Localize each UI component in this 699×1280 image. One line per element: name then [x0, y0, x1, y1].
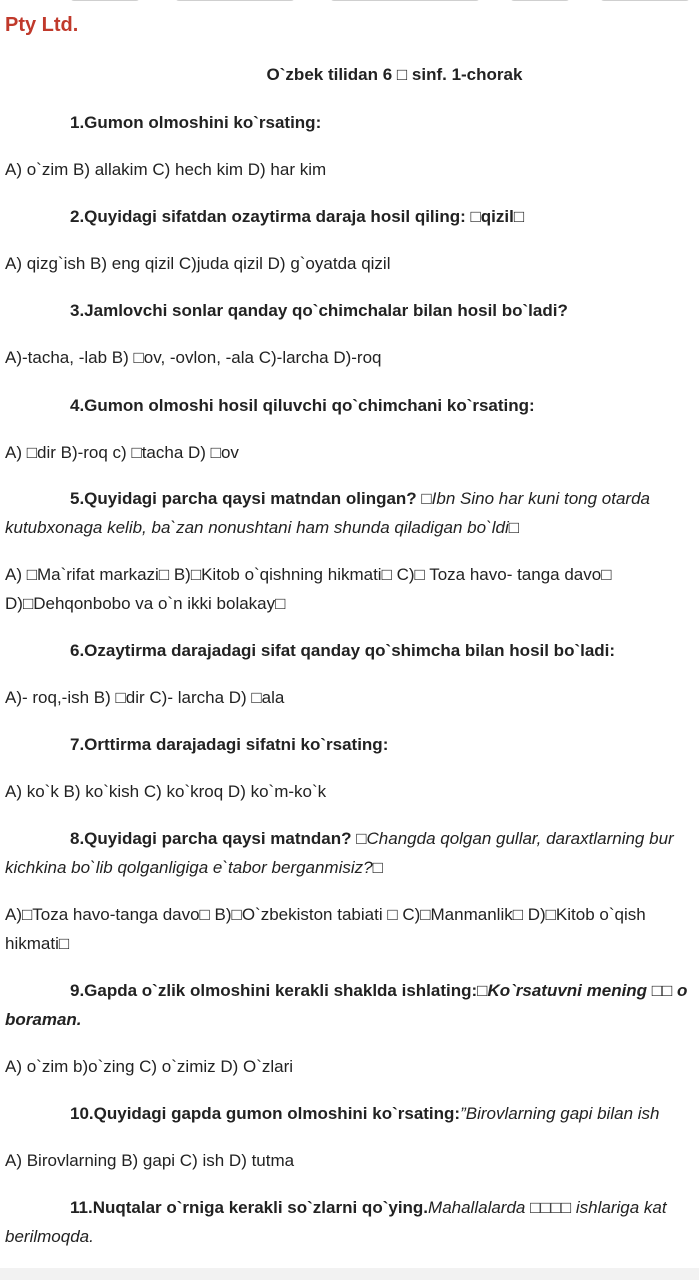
question-5: 5.Quyidagi parcha qaysi matndan olingan? □Ibn Sino har kuni tong otarda [70, 489, 650, 508]
question-9: 9.Gapda o`zlik olmoshini kerakli shaklda ishlating:□Ko`rsatuvni mening □□ o [70, 981, 688, 1000]
question-1-options: A) o`zim B) allakim C) hech kim D) har kim [5, 160, 327, 179]
question-6: 6.Ozaytirma darajadagi sifat qanday qo`shimcha bilan hosil bo`ladi: [70, 641, 616, 660]
question-1: 1.Gumon olmoshini ko`rsating: [70, 113, 322, 132]
question-8-options: A)□Toza havo-tanga davo□ B)□O`zbekiston tabiati □ C)□Manmanlik□ D)□Kitob o`qish [5, 905, 646, 924]
question-10-options: A) Birovlarning B) gapi C) ish D) tutma [5, 1151, 295, 1170]
question-5-quote-cont: kutubxonaga kelib, ba`zan nonushtani ham shunda qiladigan bo`ldi□ [5, 518, 520, 537]
question-4-options: A) □dir B)-roq c) □tacha D) □ov [5, 443, 239, 462]
company-name: Pty Ltd. [5, 14, 79, 36]
bottom-edge [0, 1268, 699, 1280]
question-8-quote-cont: kichkina bo`lib qolganligiga e`tabor berganmisiz?□ [5, 858, 383, 877]
question-11-quote-cont: berilmoqda. [5, 1227, 94, 1246]
question-3-options: A)-tacha, -lab B) □ov, -ovlon, -ala C)-larcha D)-roq [5, 348, 382, 367]
document-title: O`zbek tilidan 6 □ sinf. 1-chorak [266, 65, 523, 84]
question-11: 11.Nuqtalar o`rniga kerakli so`zlarni qo`ying.Mahallalarda □□□□ ishlariga kat [70, 1198, 667, 1217]
question-8-options-cont: hikmati□ [5, 934, 70, 953]
cut-off-top-line [0, 0, 699, 5]
question-10-quote: ”Birovlarning gapi bilan ish [460, 1104, 660, 1123]
question-7-options: A) ko`k B) ko`kish C) ko`kroq D) ko`m-ko`k [5, 782, 327, 801]
question-9-quote: □Ko`rsatuvni mening □□ o [477, 981, 688, 1000]
question-9-quote-cont: boraman. [5, 1010, 82, 1029]
question-8-quote: □Changda qolgan gullar, daraxtlarning bur [356, 829, 674, 848]
question-5-options-cont: D)□Dehqonbobo va o`n ikki bolakay□ [5, 594, 286, 613]
question-2: 2.Quyidagi sifatdan ozaytirma daraja hosil qiling: □qizil□ [70, 207, 525, 226]
question-3: 3.Jamlovchi sonlar qanday qo`chimchalar bilan hosil bo`ladi? [70, 301, 568, 320]
question-8: 8.Quyidagi parcha qaysi matndan? □Changda qolgan gullar, daraxtlarning bur [70, 829, 674, 848]
question-4: 4.Gumon olmoshi hosil qiluvchi qo`chimchani ko`rsating: [70, 396, 535, 415]
question-11-quote: Mahallalarda □□□□ ishlariga kat [428, 1198, 667, 1217]
question-2-options: A) qizg`ish B) eng qizil C)juda qizil D) g`oyatda qizil [5, 254, 391, 273]
question-9-options: A) o`zim b)o`zing C) o`zimiz D) O`zlari [5, 1057, 294, 1076]
question-5-options: A) □Ma`rifat markazi□ B)□Kitob o`qishning hikmati□ C)□ Toza havo- tanga davo□ [5, 565, 612, 584]
question-7: 7.Orttirma darajadagi sifatni ko`rsating: [70, 735, 389, 754]
question-10: 10.Quyidagi gapda gumon olmoshini ko`rsating:”Birovlarning gapi bilan ish [70, 1104, 660, 1123]
question-6-options: A)- roq,-ish B) □dir C)- larcha D) □ala [5, 688, 285, 707]
question-5-quote: □Ibn Sino har kuni tong otarda [421, 489, 650, 508]
